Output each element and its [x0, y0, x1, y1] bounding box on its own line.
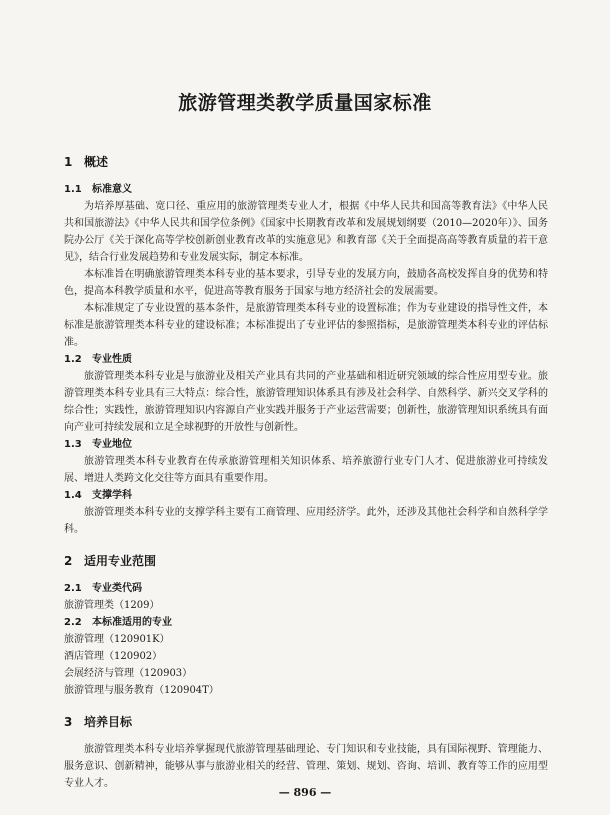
section-heading-1: [64, 153, 548, 171]
subsection-number: 1.1: [64, 184, 82, 195]
subsection-number: 1.4: [64, 490, 82, 501]
paragraph: 本标准旨在明确旅游管理类本科专业的基本要求，引导专业的发展方向，鼓励各高校发挥自身的优势和特色，提高本科教学质量和水平，促进高等教育服务于国家与地方经济社会的发展需要。: [64, 269, 548, 297]
section-heading-2: [64, 552, 548, 570]
section-heading-text: 适用专业范围: [84, 554, 157, 568]
section-number: 3: [64, 715, 73, 729]
subsection-heading-1-2: [64, 351, 548, 368]
subsection-number: 1.3: [64, 439, 82, 450]
list-item: 旅游管理类（1209）: [64, 600, 160, 611]
subsection-number: 1.2: [64, 354, 82, 365]
subsection-heading-text: 专业类代码: [92, 583, 142, 594]
subsection-heading-2-1: [64, 580, 548, 597]
paragraph: 旅游管理类本科专业是与旅游业及相关产业具有共同的产业基础和相近研究领域的综合性应用型专业。旅游管理类本科专业具有三大特点：综合性，旅游管理知识体系具有涉及社会科学、自然科学、新兴交叉学科的综合性；实践性，旅游管理知识内容源自产业实践并服务于产业运营需要；创新性，旅游管理知识系统具有面向产业可持续发展和立足全球视野的开放性与创新性。: [64, 371, 548, 433]
document-body: [64, 153, 548, 792]
section-heading-text: 概述: [84, 155, 109, 169]
document-title: 旅游管理类教学质量国家标准: [178, 92, 432, 114]
subsection-heading-text: 支撑学科: [92, 490, 132, 501]
list-item: 酒店管理（120902）: [64, 651, 163, 662]
subsection-number: 2.2: [64, 617, 82, 628]
subsection-heading-text: 专业性质: [92, 354, 132, 365]
section-heading-3: [64, 713, 548, 731]
list-item: 旅游管理与服务教育（120904T）: [64, 685, 219, 696]
paragraph: 本标准规定了专业设置的基本条件，是旅游管理类本科专业的设置标准；作为专业建设的指导性文件，本标准是旅游管理类本科专业的建设标准；本标准提出了专业评估的参照指标，是旅游管理类本科专业的评估标准。: [64, 303, 548, 348]
subsection-heading-1-3: [64, 436, 548, 453]
section-number: 2: [64, 554, 73, 568]
subsection-heading-2-2: [64, 614, 548, 631]
paragraph: 旅游管理类本科专业的支撑学科主要有工商管理、应用经济学。此外，还涉及其他社会科学和自然科学学科。: [64, 507, 548, 535]
subsection-number: 2.1: [64, 583, 82, 594]
paragraph: 为培养厚基础、宽口径、重应用的旅游管理类专业人才，根据《中华人民共和国高等教育法》《中华人民共和国旅游法》《中华人民共和国学位条例》《国家中长期教育改革和发展规划纲要（2010—2020年）》、国务院办公厅《关于深化高等学校创新创业教育改革的实施意见》和教育部《关于全面提高高等教育质量的若干意见》，结合行业发展趋势和专业发展实际，制定本标准。: [64, 201, 548, 263]
subsection-heading-1-4: [64, 487, 548, 504]
subsection-heading-text: 专业地位: [92, 439, 132, 450]
page-number: — 896 —: [278, 786, 332, 799]
paragraph: 旅游管理类本科专业教育在传承旅游管理相关知识体系、培养旅游行业专门人才、促进旅游业可持续发展、增进人类跨文化交往等方面具有重要作用。: [64, 456, 548, 484]
subsection-heading-1-1: [64, 181, 548, 198]
paragraph: 旅游管理类本科专业培养掌握现代旅游管理基础理论、专门知识和专业技能，具有国际视野、管理能力、服务意识、创新精神，能够从事与旅游业相关的经营、管理、策划、规划、咨询、培训、教育等工作的应用型专业人才。: [64, 744, 548, 789]
subsection-heading-text: 本标准适用的专业: [92, 617, 172, 628]
subsection-heading-text: 标准意义: [92, 184, 132, 195]
list-item: 旅游管理（120901K）: [64, 634, 170, 645]
list-item: 会展经济与管理（120903）: [64, 668, 193, 679]
section-heading-text: 培养目标: [84, 715, 133, 729]
section-number: 1: [64, 155, 73, 169]
